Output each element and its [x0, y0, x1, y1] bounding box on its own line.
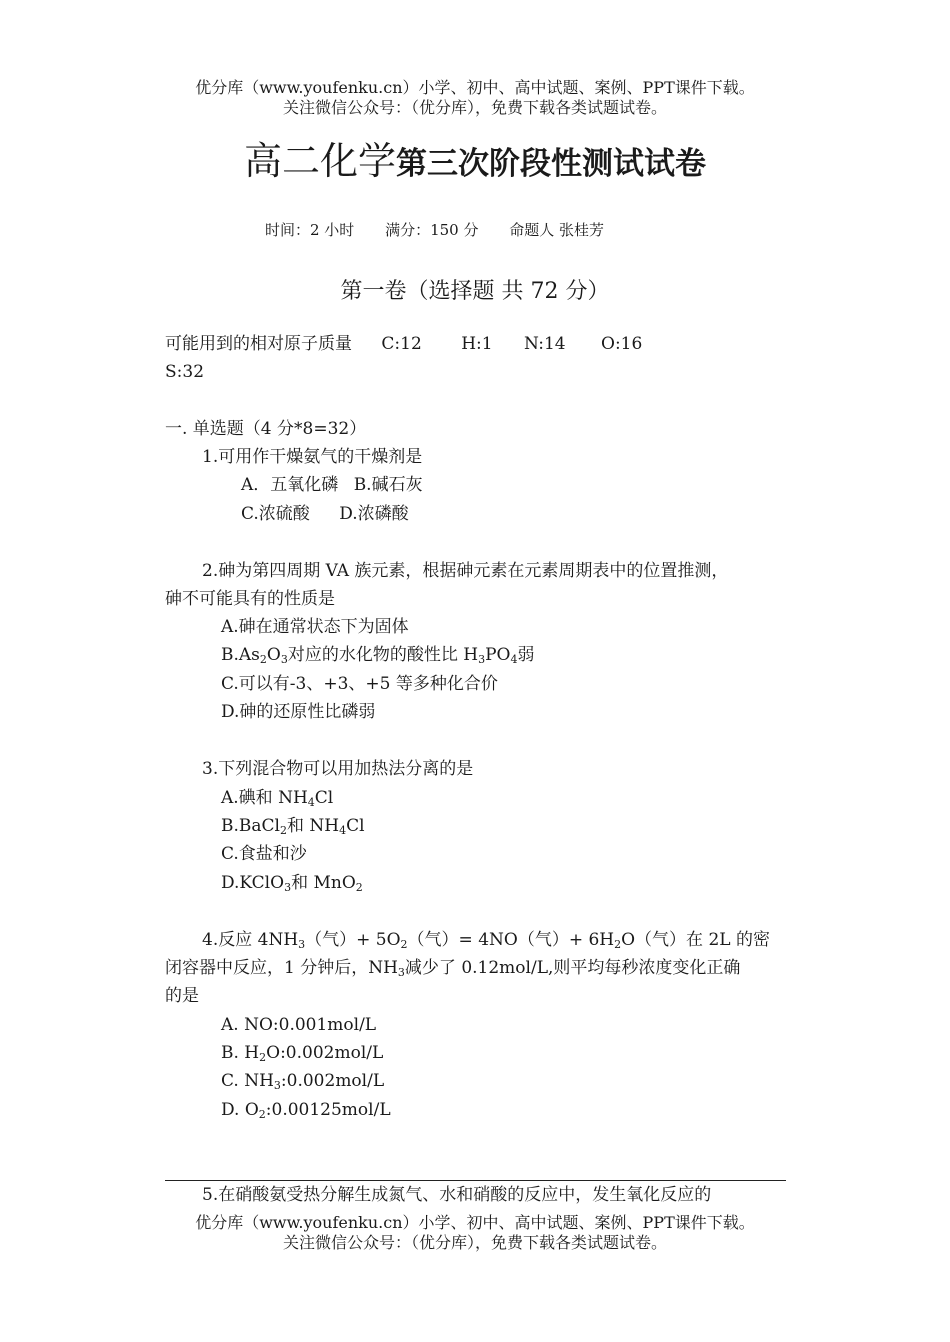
- q3-stem: 3.下列混合物可以用加热法分离的是: [202, 759, 474, 779]
- q2-stem-line2: 砷不可能具有的性质是: [165, 589, 335, 609]
- q3-option-c: C.食盐和沙: [221, 844, 307, 864]
- q4-stem-line2: 闭容器中反应，1 分钟后，$NH_3$减少了 0.12mol/L,则平均每秒浓度变化正确: [165, 958, 741, 979]
- q4-stem-line3: 的是: [165, 986, 199, 1006]
- mass-h: H:1: [461, 334, 493, 354]
- q2-option-b: $B.As_2O_3$对应的水化物的酸性比 $H_3PO_4$弱: [221, 645, 535, 666]
- q4-option-b: B. $H_2O:0.002mol/L$: [221, 1043, 384, 1064]
- q4-option-c: C. $NH_3:0.002mol/L$: [221, 1071, 385, 1092]
- q4-stem-line1: 4.反应 $4NH_3$（气）+ $5O_2$（气）= 4NO（气）+ $6H_2O$（气）在 2L 的密: [202, 930, 770, 951]
- title-part1: 高二化学: [243, 139, 396, 183]
- exam-author: 命题人 张桂芳: [509, 221, 605, 239]
- mass-o: O:16: [601, 334, 643, 354]
- mass-n: N:14: [523, 334, 566, 354]
- q1-options-ab: [241, 471, 423, 499]
- q3-option-b: B.BaCl$_2$和 $NH_4Cl$: [221, 816, 365, 837]
- q3-option-d: D.KClO$_3$和 MnO$_2$: [221, 873, 363, 894]
- q2-option-c: C.可以有-3、+3、+5 等多种化合价: [221, 674, 498, 694]
- q2-option-a: A.砷在通常状态下为固体: [221, 617, 409, 637]
- q4-option-a: A. NO:0.001mol/L: [221, 1015, 377, 1035]
- mass-s: S:32: [165, 362, 205, 382]
- q1-stem: 1.可用作干燥氨气的干燥剂是: [202, 447, 423, 467]
- q2-stem-line1: 2.砷为第四周期 VA 族元素，根据砷元素在元素周期表中的位置推测，: [202, 561, 729, 581]
- site-footer-line1: 优分库（www.youfenku.cn）小学、初中、高中试题、案例、PPT课件下载。: [195, 1213, 755, 1232]
- page-title: [0, 136, 950, 194]
- q1-option-d: D.浓磷酸: [339, 504, 409, 524]
- q1-options-cd: [241, 500, 409, 528]
- exam-time: 时间：2 小时: [265, 221, 355, 239]
- section-heading: 第一卷（选择题 共 72 分）: [340, 279, 610, 304]
- q1-option-b: B.碱石灰: [353, 475, 423, 495]
- atomic-masses-label: 可能用到的相对原子质量: [165, 334, 352, 354]
- site-footer-line2: 关注微信公众号：（优分库），免费下载各类试题试卷。: [282, 1233, 667, 1252]
- q1-option-c: C.浓硫酸: [241, 504, 310, 524]
- q1-option-a: A．五氧化磷: [241, 475, 339, 495]
- site-header-line1: 优分库（www.youfenku.cn）小学、初中、高中试题、案例、PPT课件下载。: [195, 78, 755, 97]
- part-one-heading: 一. 单选题（4 分*8=32）: [165, 419, 367, 439]
- exam-score: 满分：150 分: [385, 221, 479, 239]
- atomic-masses-line: [165, 330, 642, 358]
- mass-c: C:12: [381, 334, 422, 354]
- q4-option-d: D. $O_2:0.00125mol/L$: [221, 1100, 391, 1121]
- q2-option-d: D.砷的还原性比磷弱: [221, 702, 376, 722]
- site-header-line2: 关注微信公众号：（优分库），免费下载各类试题试卷。: [282, 98, 667, 117]
- q5-stem: 5.在硝酸氨受热分解生成氮气、水和硝酸的反应中，发生氧化反应的: [202, 1185, 712, 1205]
- title-part2: 第三次阶段性测试试卷: [396, 146, 706, 182]
- exam-meta: [265, 219, 630, 240]
- q3-option-a: A.碘和 $NH_4Cl$: [221, 788, 334, 809]
